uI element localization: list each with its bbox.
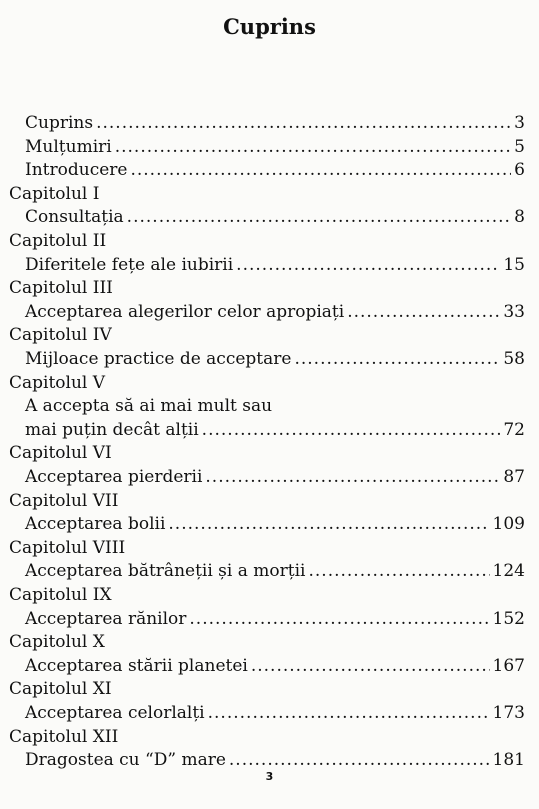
toc-chapter-heading: Capitolul III bbox=[9, 278, 113, 299]
dot-leader bbox=[168, 513, 489, 535]
dot-leader bbox=[251, 655, 490, 677]
dot-leader bbox=[236, 254, 500, 276]
toc-entry-title: Acceptarea alegerilor celor apropiați bbox=[25, 301, 345, 322]
dot-leader bbox=[294, 348, 500, 370]
toc-page-number: 87 bbox=[503, 467, 525, 487]
toc-chapter-heading: Capitolul I bbox=[9, 183, 100, 204]
toc-page-number: 72 bbox=[503, 419, 525, 440]
toc-entry-title: Introducere bbox=[25, 160, 128, 181]
dot-leader bbox=[127, 206, 512, 228]
toc-entry bbox=[25, 608, 525, 630]
toc-entry-title: Acceptarea bătrâneții și a morții bbox=[25, 561, 306, 582]
toc-entry bbox=[25, 206, 525, 228]
dot-leader bbox=[115, 136, 511, 158]
toc-chapter-heading: Capitolul VI bbox=[9, 443, 112, 464]
toc-chapter-heading: Capitolul XII bbox=[9, 726, 119, 747]
toc-entry bbox=[25, 419, 525, 441]
toc-chapter-heading: Capitolul XI bbox=[9, 679, 112, 700]
toc-entry-title: Mijloace practice de acceptare bbox=[25, 349, 292, 369]
dot-leader bbox=[208, 702, 490, 724]
toc-chapter-heading: Capitolul IX bbox=[9, 585, 112, 605]
toc-entry bbox=[25, 560, 525, 582]
toc-entry-title: Cuprins bbox=[25, 113, 94, 133]
toc-entry-title: Acceptarea pierderii bbox=[25, 467, 203, 487]
toc-entry-title: A accepta să ai mai mult sau bbox=[25, 396, 273, 417]
toc-entry bbox=[25, 254, 525, 276]
page-number: 3 bbox=[265, 770, 274, 783]
toc-chapter-heading: Capitolul IV bbox=[9, 325, 112, 346]
toc-page-number: 5 bbox=[514, 136, 525, 157]
toc-entry-title: mai puțin decât alții bbox=[25, 419, 199, 440]
dot-leader bbox=[189, 608, 489, 630]
toc-entry-title: Consultația bbox=[25, 207, 124, 228]
toc-page-number: 58 bbox=[503, 349, 525, 369]
dot-leader bbox=[130, 159, 511, 181]
dot-leader bbox=[205, 466, 500, 488]
toc-entry-title: Diferitele fețe ale iubirii bbox=[25, 254, 234, 275]
toc-chapter-heading: Capitolul VIII bbox=[9, 537, 126, 558]
toc-entry bbox=[25, 136, 525, 158]
toc-entry bbox=[25, 702, 525, 724]
toc-entry bbox=[25, 466, 525, 488]
page-title: Cuprins bbox=[223, 14, 316, 39]
toc-entry bbox=[25, 301, 525, 323]
toc-page-number: 8 bbox=[514, 207, 525, 228]
toc-entry bbox=[25, 348, 525, 370]
toc-entry-title: Acceptarea rănilor bbox=[25, 608, 187, 629]
toc-page-number: 152 bbox=[492, 608, 525, 629]
toc-entry-title: Mulțumiri bbox=[25, 136, 112, 157]
toc-page-number: 3 bbox=[514, 113, 525, 133]
toc-entry-title: Acceptarea bolii bbox=[25, 514, 166, 535]
toc-entry bbox=[25, 749, 525, 771]
toc-page-number: 15 bbox=[503, 254, 525, 275]
dot-leader bbox=[229, 749, 490, 771]
toc-page-number: 124 bbox=[492, 561, 525, 582]
toc-chapter-heading: Capitolul VII bbox=[9, 490, 119, 511]
toc-page-number: 33 bbox=[503, 301, 525, 322]
toc-page-number: 173 bbox=[492, 703, 525, 723]
toc-entry bbox=[25, 112, 525, 134]
toc-entry bbox=[25, 159, 525, 181]
toc-chapter-heading: Capitolul X bbox=[9, 632, 105, 653]
toc-entry bbox=[25, 513, 525, 535]
toc-page-number: 6 bbox=[514, 160, 525, 181]
dot-leader bbox=[202, 419, 501, 441]
dot-leader bbox=[96, 112, 511, 134]
dot-leader bbox=[308, 560, 489, 582]
toc-page-number: 181 bbox=[492, 750, 525, 771]
toc-page-number: 109 bbox=[492, 514, 525, 535]
toc-chapter-heading: Capitolul II bbox=[9, 231, 107, 251]
dot-leader bbox=[347, 301, 500, 323]
toc-entry-title: Acceptarea stării planetei bbox=[25, 655, 248, 676]
toc-entry bbox=[25, 655, 525, 677]
toc-page-number: 167 bbox=[492, 655, 525, 676]
toc-entry-title: Acceptarea celorlalți bbox=[25, 703, 205, 723]
toc-entry-title: Dragostea cu “D” mare bbox=[25, 750, 226, 771]
toc-chapter-heading: Capitolul V bbox=[9, 372, 106, 393]
